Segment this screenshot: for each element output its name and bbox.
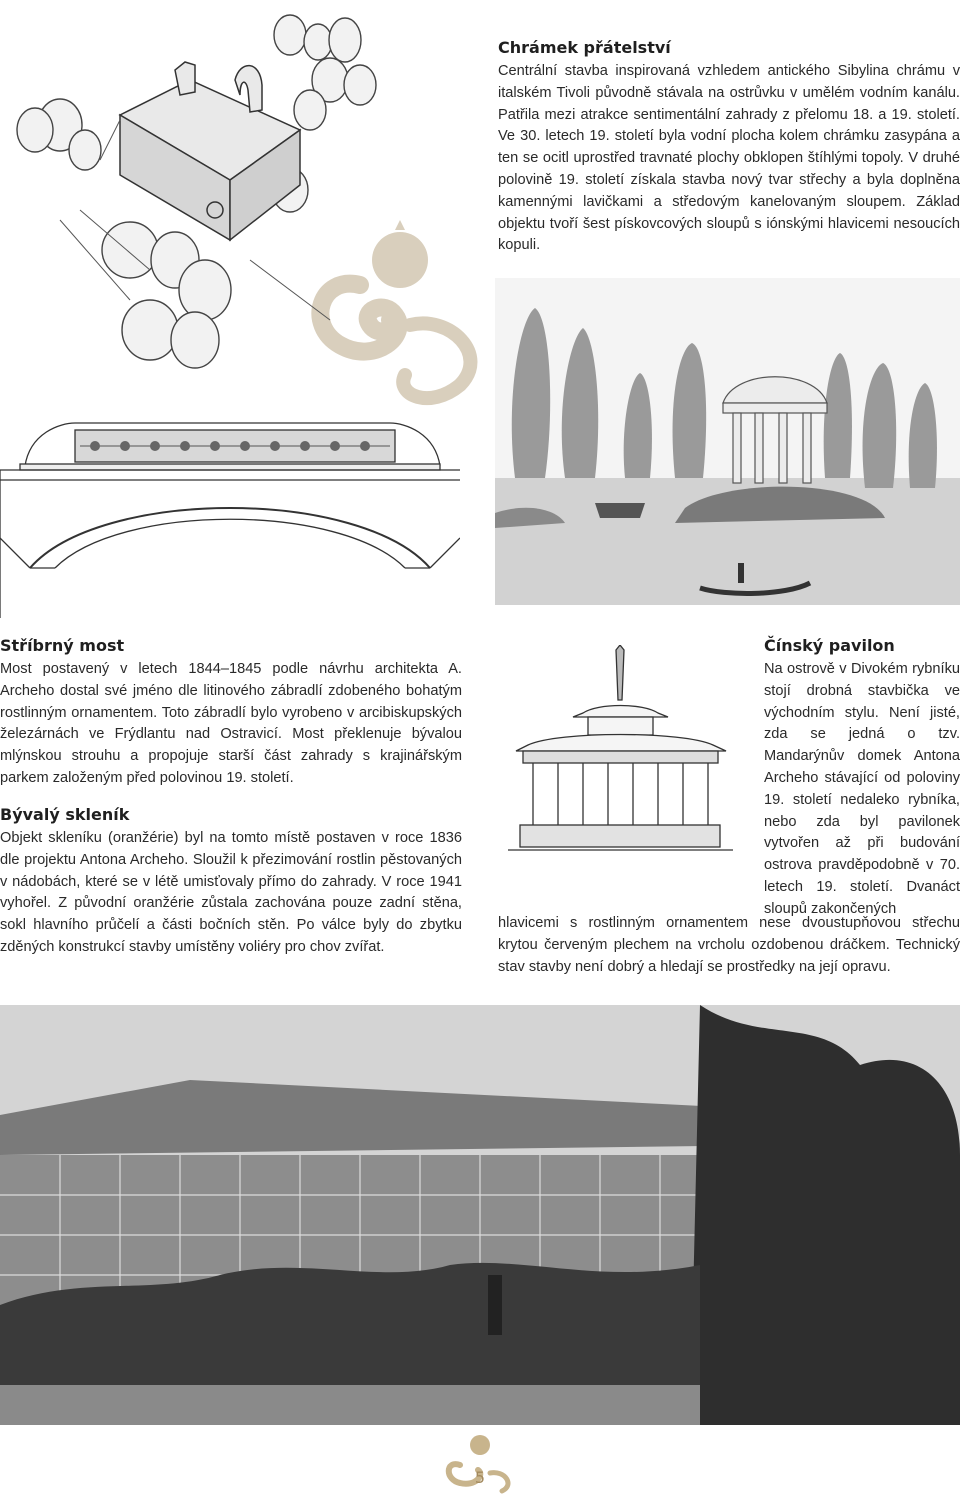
section-text: Na ostrově v Divokém rybníku stojí drobná stavbička ve východním stylu. Není jisté, zda se jedná o tzv. Mandarýnův domek Antona Archeho stávající od poloviny 19. století nedaleko rybníka, nebo zda byl pavilonek vytvořen až při budování ostrova pravděpodobně v 70. letech 19. století. Dvanáct sloupů zakončených xyxy=(764,661,960,917)
chinese-pavilion-drawing xyxy=(498,645,748,870)
section-pavilon-wide xyxy=(498,913,960,978)
section-text: Most postavený v letech 1844–1845 podle návrhu architekta A. Archeho dostal své jméno dle litinového zábradlí zdobeného bohatým rostlinným ornamentem. Toto zábradlí bylo vyrobeno v arcibiskupských železárnách ve Frýdlantu nad Ostravicí. Most překlenuje bývalou mlýnskou strouhu a propojuje starší část zahrady s krajinářským parkem založeným před polovinou 19. století. xyxy=(0,661,462,786)
section-title: Chrámek přátelství xyxy=(498,38,671,57)
section-sklenik xyxy=(0,805,462,959)
temple-lake-painting xyxy=(495,278,960,605)
section-chramek xyxy=(498,38,960,257)
page-number: 5 xyxy=(474,1468,486,1487)
section-pavilon-narrow xyxy=(764,636,960,921)
greenhouse-photo xyxy=(0,1005,960,1425)
section-text: Objekt skleníku (oranžérie) byl na tomto místě postaven v roce 1836 dle projektu Antona Archeho. Sloužil k přezimování rostlin pěstovaných v nádobách, které se v létě umisťovaly přímo do zahrady. V roce 1941 vyhořel. Z původní oranžérie zůstala zachována pouze zadní stěna, sokl hlavního průčelí a části bočních stěn. Po válce byly do zbytku zděných konstrukcí stavby umístěny voliéry pro chov zvířat. xyxy=(0,830,462,955)
section-title: Bývalý skleník xyxy=(0,805,130,824)
temple-sketch-illustration xyxy=(0,0,395,410)
section-text-continued: hlavicemi s rostlinným ornamentem nese dvoustupňovou střechu krytou červeným plechem na vrcholu ozdobenou dráčkem. Technický stav stavby není dobrý a hledají se prostředky na její opravu. xyxy=(498,915,960,975)
section-text: Centrální stavba inspirovaná vzhledem antického Sibylina chrámu v italském Tivoli původně stávala na ostrůvku v umělém vodním kanálu. Patřila mezi atrakce sentimentální zahrady z přelomu 18. a 19. století. Ve 30. letech 19. století byla vodní plocha kolem chrámku zasypána a ten se ocitl uprostřed travnaté plochy obklopen štíhlými topoly. V druhé polovině 19. století získala stavba nový tvar střechy a byla doplněna kamennými lavičkami a středovým kanelovaným sloupem. Základ objektu tvoří šest pískovcových sloupů s iónskými hlavicemi nesoucích kopuli. xyxy=(498,63,960,254)
section-title: Stříbrný most xyxy=(0,636,125,655)
section-most xyxy=(0,636,462,790)
section-title: Čínský pavilon xyxy=(764,636,895,655)
bridge-drawing xyxy=(0,418,460,618)
